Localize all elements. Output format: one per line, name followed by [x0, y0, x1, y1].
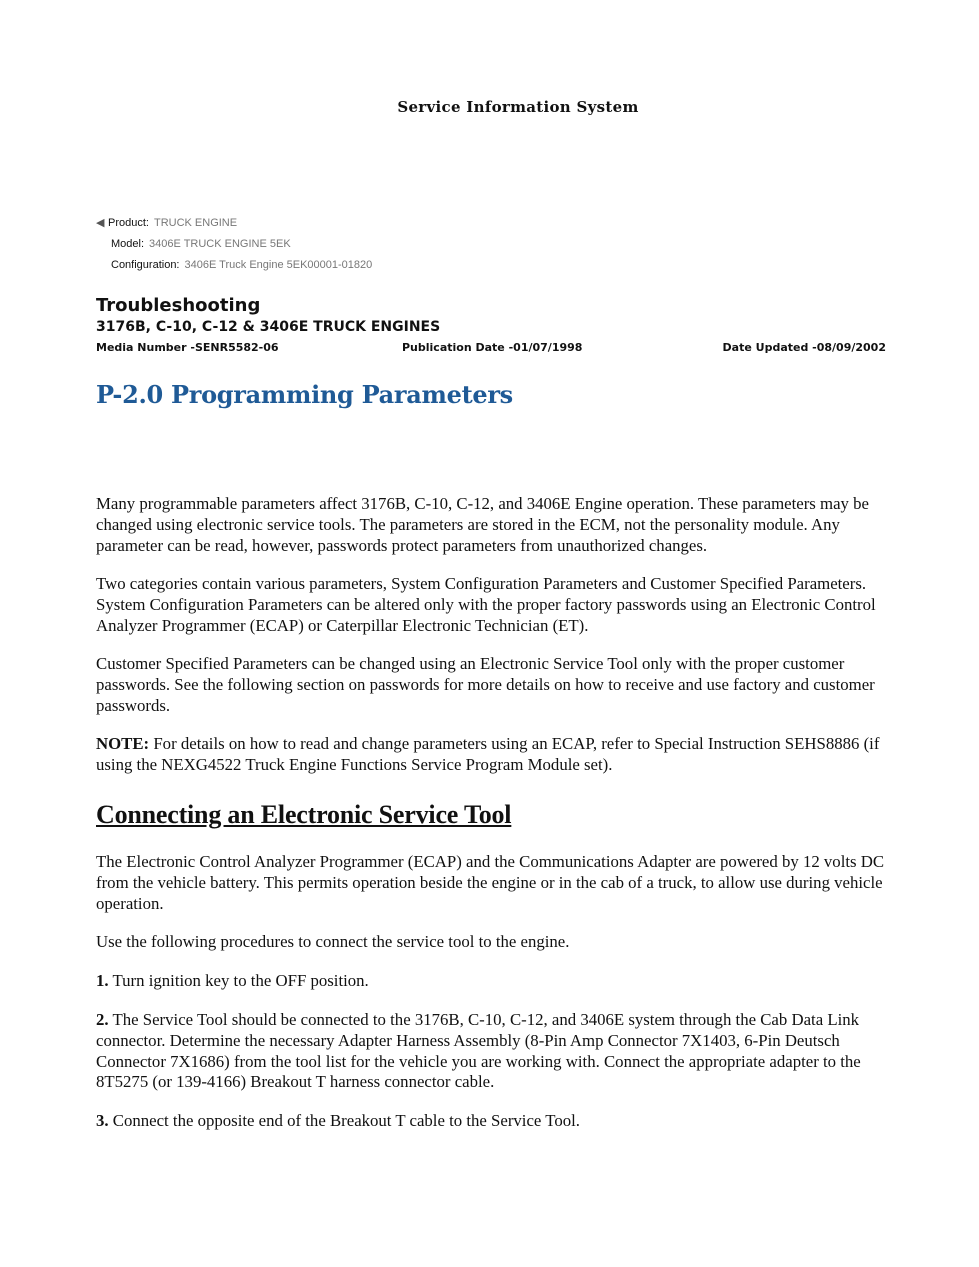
paragraph-1: [96, 494, 886, 556]
paragraph-3: [96, 654, 886, 716]
back-arrow-icon[interactable]: ◀: [96, 217, 105, 229]
note-paragraph: [96, 734, 886, 776]
model-label: Model:: [111, 238, 145, 250]
document-title: Troubleshooting: [96, 295, 261, 316]
step-number: 1.: [96, 971, 109, 990]
note-text: For details on how to read and change parameters using an ECAP, refer to Special Instruction SEHS8886 (if using the NEXG4522 Truck Engine Functions Service Program Module set).: [96, 734, 880, 774]
paragraph-text: Many programmable parameters affect 3176B, C-10, C-12, and 3406E Engine operation. These parameters may be changed using electronic service tools. The parameters are stored in the ECM, not the personality module. Any parameter can be read, however, passwords protect parameters from unauthorized changes.: [96, 494, 869, 555]
date-updated: Date Updated -08/09/2002: [722, 341, 886, 354]
step-number: 3.: [96, 1111, 109, 1130]
step-text: Turn ignition key to the OFF position.: [108, 971, 369, 990]
step-2: [96, 1010, 886, 1093]
paragraph-text: Use the following procedures to connect the service tool to the engine.: [96, 932, 570, 951]
configuration-value: 3406E Truck Engine 5EK00001-01820: [184, 259, 373, 271]
model-value: 3406E TRUCK ENGINE 5EK: [149, 238, 291, 250]
publication-date: Publication Date -01/07/1998: [402, 341, 583, 354]
step-text: Connect the opposite end of the Breakout T cable to the Service Tool.: [108, 1111, 580, 1130]
step-text: The Service Tool should be connected to the 3176B, C-10, C-12, and 3406E system through the Cab Data Link connector. Determine the necessary Adapter Harness Assembly (8-Pin Amp Connector 7X1403, 6-Pin Deutsch Connector 7X1686) from the tool list for the vehicle you are working with. Connect the appropriate adapter to the 8T5275 (or 139-4166) Breakout T harness connector cable.: [96, 1010, 861, 1092]
step-number: 2.: [96, 1010, 109, 1029]
configuration-label: Configuration:: [111, 259, 180, 271]
paragraph-text: Customer Specified Parameters can be changed using an Electronic Service Tool only with the proper customer passwords. See the following section on passwords for more details on how to receive and use factory and customer passwords.: [96, 654, 875, 715]
paragraph-text: Two categories contain various parameters, System Configuration Parameters and Customer Specified Parameters. System Configuration Parameters can be altered only with the proper factory passwords using an Electronic Control Analyzer Programmer (ECAP) or Caterpillar Electronic Technician (ET).: [96, 574, 876, 635]
model-row: [96, 235, 372, 256]
product-row: [96, 214, 372, 235]
document-header: [96, 294, 886, 359]
paragraph-2: [96, 574, 886, 636]
product-metadata: [96, 214, 372, 277]
publication-info: [96, 339, 886, 359]
product-value: TRUCK ENGINE: [153, 217, 238, 229]
lead-paragraph: [96, 932, 886, 953]
system-header: Service Information System: [397, 98, 639, 116]
paragraph-text: The Electronic Control Analyzer Programmer (ECAP) and the Communications Adapter are powered by 12 volts DC from the vehicle battery. This permits operation beside the engine or in the cab of a truck, to allow use during vehicle operation.: [96, 852, 885, 913]
step-1: [96, 971, 886, 992]
step-3: [96, 1111, 886, 1132]
note-label: NOTE:: [96, 734, 150, 753]
intro-paragraph: [96, 852, 886, 914]
configuration-row: [96, 256, 372, 277]
subsection-title: Connecting an Electronic Service Tool: [96, 800, 512, 829]
media-number: Media Number -SENR5582-06: [96, 341, 279, 354]
document-subtitle: 3176B, C-10, C-12 & 3406E TRUCK ENGINES: [96, 319, 441, 335]
section-title: P-2.0 Programming Parameters: [96, 380, 513, 409]
product-label: Product:: [108, 217, 149, 229]
